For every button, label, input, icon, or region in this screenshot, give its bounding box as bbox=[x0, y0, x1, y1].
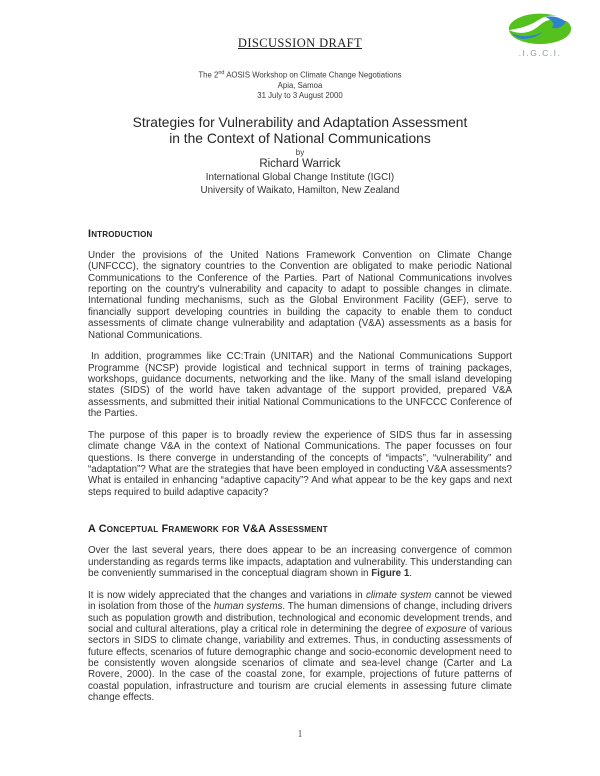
workshop-dates: 31 July to 3 August 2000 bbox=[257, 90, 343, 100]
discussion-draft-label: DISCUSSION DRAFT bbox=[237, 36, 363, 50]
workshop-ordinal: nd bbox=[218, 70, 225, 76]
section-heading-conceptual-framework: A Conceptual Framework for V&A Assessment bbox=[88, 522, 328, 535]
author-affiliation-institute: International Global Change Institute (IGCI) bbox=[205, 171, 395, 183]
workshop-details bbox=[0, 68, 600, 101]
igci-logo-icon bbox=[508, 13, 572, 46]
paragraph: In addition, programmes like CC:Train (UNITAR) and the National Communications Support Programme (NCSP) provide logistical and technical support in terms of training packages, workshops, guidance documents, networking and the like. Many of the small island developing states (SIDS) of the world have taken advantage of the support provided, prepared V&A assessments, and submitted their initial National Communications to the UNFCCC Conference of the Parties. bbox=[88, 351, 512, 420]
page-number: 1 bbox=[297, 729, 303, 740]
byline: by bbox=[295, 147, 305, 157]
workshop-location: Apia, Samoa bbox=[277, 80, 323, 90]
igci-logo-text: .I.G.C.I. bbox=[518, 48, 562, 58]
paragraph: Under the provisions of the United Nations Framework Convention on Climate Change (UNFCCC), the signatory countries to the Convention are obligated to make periodic National Communications to the Conference of the Parties. Part of National Communications involves reporting on the country's vulnerability and capacity to adapt to possible changes in climate. International funding mechanisms, such as the Global Environment Facility (GEF), serve to financially support developing countries in building the capacity to enable them to conduct assessments of climate change vulnerability and adaptation (V&A) assessments as a basis for National Communications. bbox=[88, 250, 512, 341]
title-block bbox=[0, 115, 600, 197]
paper-title-line2: in the Context of National Communications bbox=[169, 130, 431, 146]
workshop-line1-prefix: The 2 bbox=[198, 70, 219, 80]
igci-logo bbox=[504, 13, 576, 58]
author-affiliation-university: University of Waikato, Hamilton, New Zealand bbox=[200, 184, 400, 196]
document-body bbox=[88, 228, 512, 704]
author-name: Richard Warrick bbox=[259, 157, 341, 170]
paragraph: The purpose of this paper is to broadly review the experience of SIDS thus far in assessing climate change V&A in the context of National Communications. The paper focusses on four questions. Is there converge in understanding of the concepts of “impacts”, “vulnerability” and “adaptation”? What are the strategies that have been employed in conducting V&A assessments? What is entailed in enhancing “adaptive capacity”? And what appear to be the key gaps and next steps required to build adaptive capacity? bbox=[88, 429, 512, 498]
workshop-line1-suffix: AOSIS Workshop on Climate Change Negotiations bbox=[224, 70, 402, 80]
workshop-line1 bbox=[0, 68, 600, 81]
paragraph: It is now widely appreciated that the changes and variations in climate system cannot be viewed in isolation from those of the human systems. The human dimensions of change, including drivers such as population growth and distribution, technological and economic development trends, and social and cultural alterations, play a critical role in determining the degree of exposure of various sectors in SIDS to climate change, variability and extremes. Thus, in conducting assessments of future effects, scenarios of future demographic change and socio-economic development need to be consistently woven alongside scenarios of climate and sea-level change (Carter and La Rovere, 2000). In the case of the coastal zone, for example, projections of future patterns of coastal population, infrastructure and tourism are crucial elements in assessing future climate change effects. bbox=[88, 590, 513, 704]
paper-title-line1: Strategies for Vulnerability and Adaptation Assessment bbox=[132, 114, 468, 130]
paragraph: Over the last several years, there does appear to be an increasing convergence of common understanding as regards terms like impacts, adaptation and vulnerability. This understanding can be conveniently summarised in the conceptual diagram shown in Figure 1. bbox=[88, 545, 512, 580]
section-heading-introduction: Introduction bbox=[88, 227, 153, 240]
